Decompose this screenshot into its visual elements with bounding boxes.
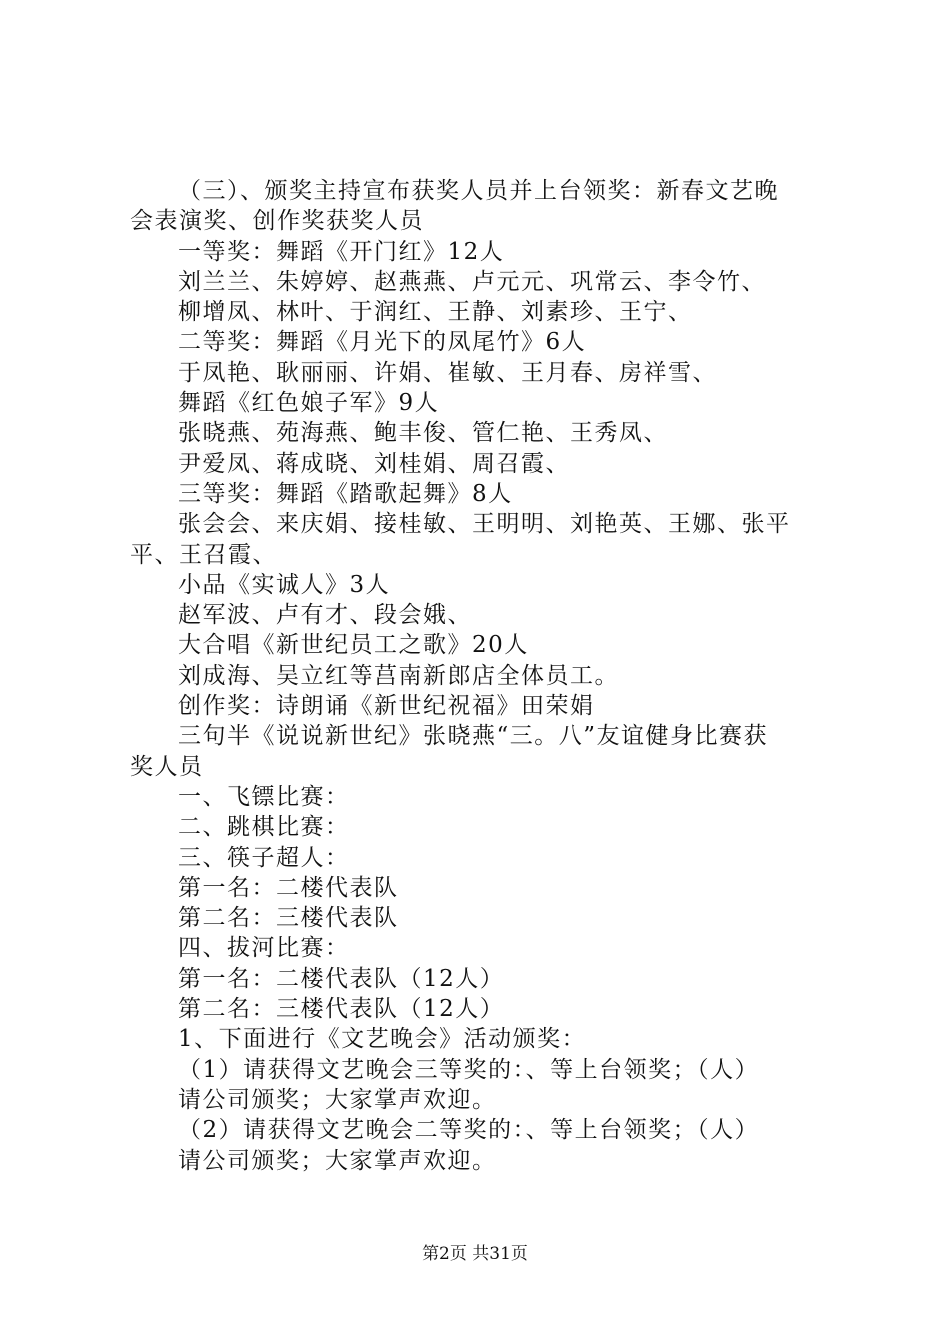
- text-line: 请公司颁奖；大家掌声欢迎。: [178, 1147, 497, 1174]
- page-footer: 第2页 共31页: [422, 1244, 528, 1264]
- text-line: 于凤艳、耿丽丽、许娟、崔敏、王月春、房祥雪、: [178, 359, 717, 386]
- text-line: 创作奖：诗朗诵《新世纪祝福》田荣娟: [178, 693, 595, 720]
- text-line: 三句半《说说新世纪》张晓燕“三。八”友谊健身比赛获: [178, 723, 769, 750]
- text-line: 二等奖：舞蹈《月光下的凤尾竹》6人: [178, 329, 587, 356]
- text-line: 1、下面进行《文艺晚会》活动颁奖：: [178, 1026, 587, 1053]
- text-line: 三等奖：舞蹈《踏歌起舞》8人: [178, 480, 513, 507]
- text-line: 刘成海、吴立红等莒南新郎店全体员工。: [178, 662, 619, 689]
- document-body: [130, 176, 835, 1176]
- text-line: 刘兰兰、朱婷婷、赵燕燕、卢元元、巩常云、李令竹、: [178, 268, 766, 295]
- text-line: 张晓燕、苑海燕、鲍丰俊、管仁艳、王秀凤、: [178, 420, 668, 447]
- text-line: （三）、颁奖主持宣布获奖人员并上台领奖：新春文艺晚: [178, 178, 779, 204]
- text-line: 第二名：三楼代表队: [178, 905, 399, 932]
- text-line: （2）请获得文艺晚会二等奖的：、等上台领奖；（人）: [178, 1117, 760, 1144]
- text-line: 请公司颁奖；大家掌声欢迎。: [178, 1086, 497, 1113]
- text-line: 会表演奖、创作奖获奖人员: [130, 208, 424, 235]
- text-line: 平、王召霞、: [130, 541, 277, 568]
- text-line: 尹爱凤、蒋成晓、刘桂娟、周召霞、: [178, 450, 570, 477]
- text-line: 张会会、来庆娟、接桂敏、王明明、刘艳英、王娜、张平: [178, 511, 791, 538]
- text-line: 赵军波、卢有才、段会娥、: [178, 602, 472, 629]
- text-line: 大合唱《新世纪员工之歌》20人: [178, 632, 529, 659]
- text-line: 柳增凤、林叶、于润红、王静、刘素珍、王宁、: [178, 299, 693, 326]
- text-line: 三、筷子超人：: [178, 844, 350, 871]
- text-line: 二、跳棋比赛：: [178, 814, 350, 841]
- text-line: 奖人员: [130, 753, 204, 780]
- text-line: 第一名：二楼代表队（12人）: [178, 965, 505, 992]
- text-line: 四、拔河比赛：: [178, 935, 350, 962]
- text-line: 第二名：三楼代表队（12人）: [178, 996, 505, 1023]
- text-line: （1）请获得文艺晚会三等奖的：、等上台领奖；（人）: [178, 1056, 760, 1083]
- text-line: 舞蹈《红色娘子军》9人: [178, 390, 440, 417]
- text-line: 一等奖：舞蹈《开门红》12人: [178, 238, 505, 265]
- text-line: 第一名：二楼代表队: [178, 874, 399, 901]
- text-line: 小品《实诚人》3人: [178, 571, 391, 598]
- text-line: 一、飞镖比赛：: [178, 783, 350, 810]
